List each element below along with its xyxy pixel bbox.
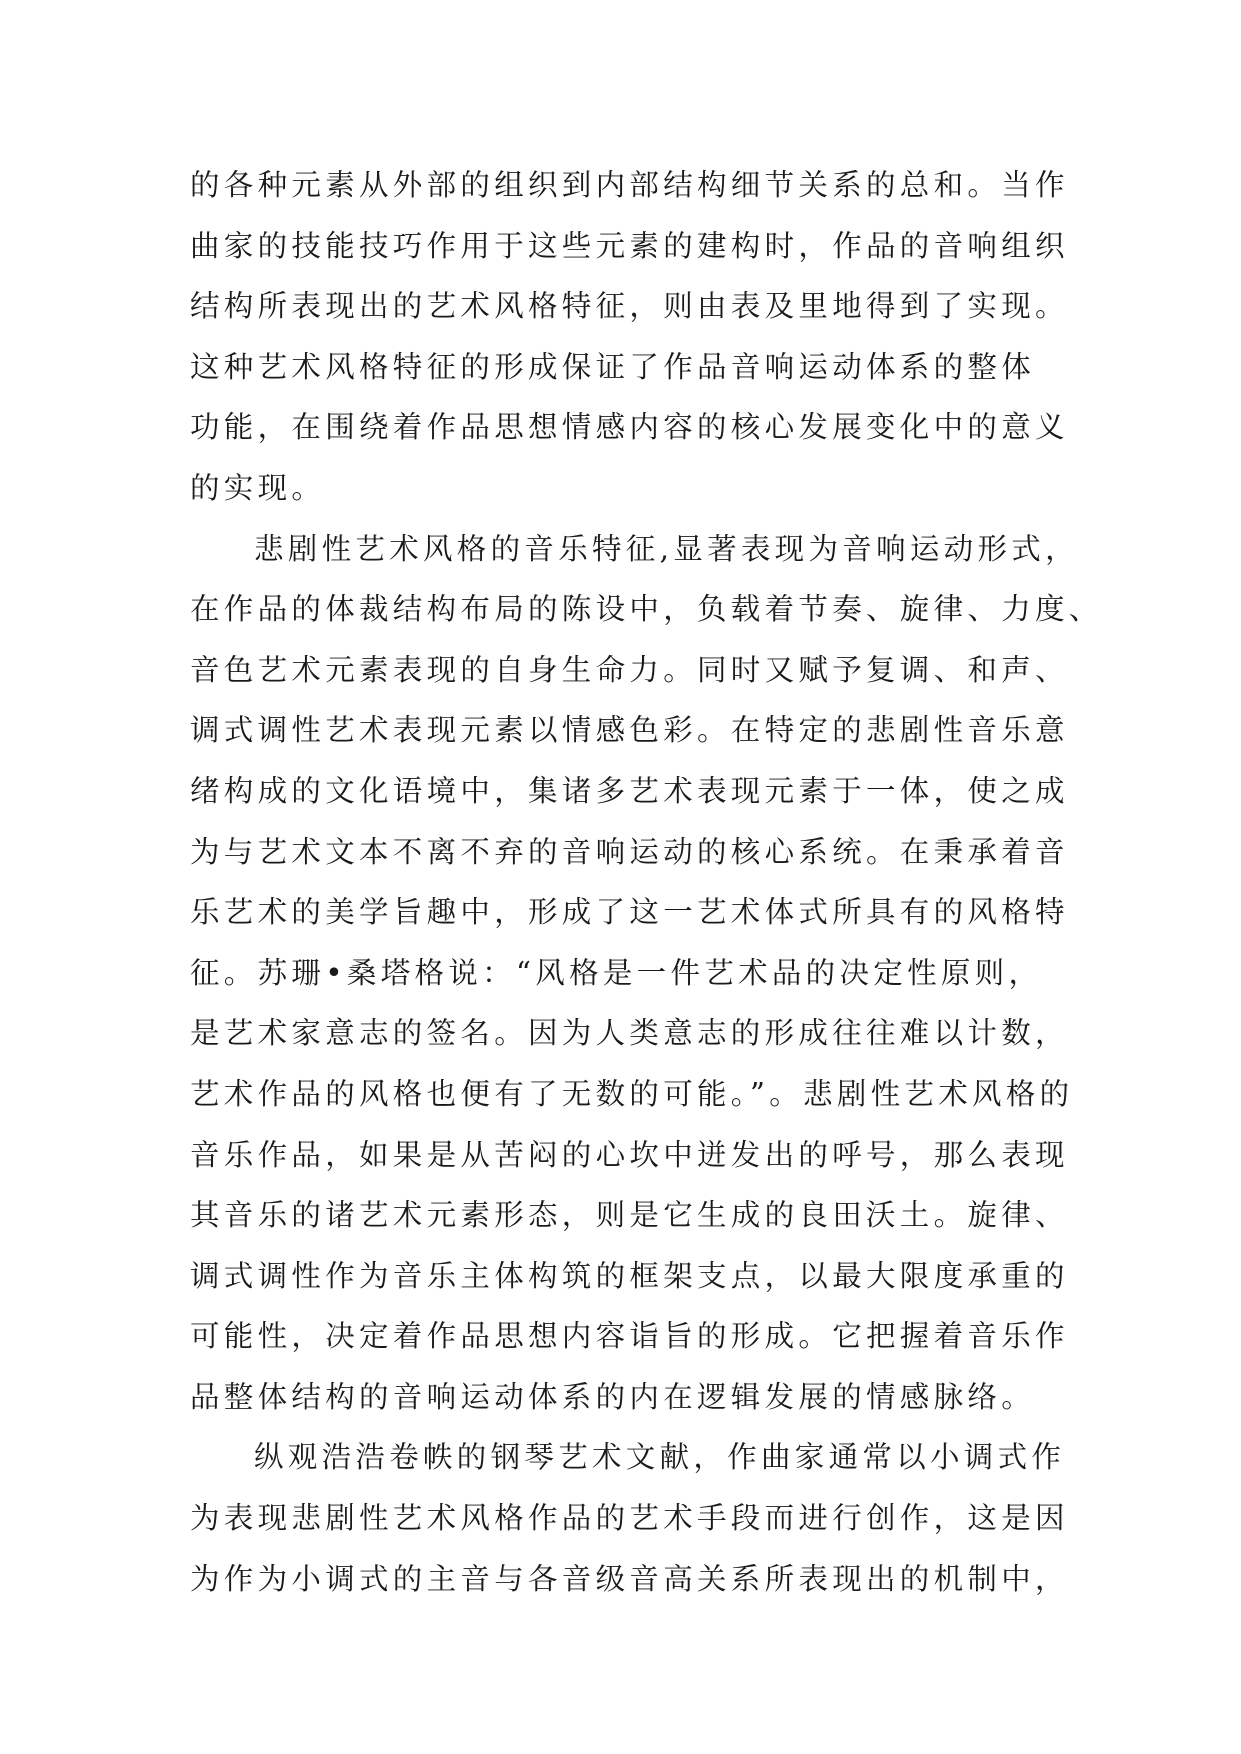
text-line: 的实现。 — [190, 470, 326, 505]
text-line: 绪构成的文化语境中，集诸多艺术表现元素于一体，使之成 — [190, 773, 1069, 808]
text-line: 调式调性作为音乐主体构筑的框架支点，以最大限度承重的 — [190, 1258, 1069, 1293]
text-line: 可能性，决定着作品思想内容诣旨的形成。它把握着音乐作 — [190, 1319, 1069, 1354]
body-text — [190, 155, 1103, 1609]
text-line: 是艺术家意志的签名。因为人类意志的形成往往难以计数， — [190, 1016, 1069, 1051]
text-line: 音色艺术元素表现的自身生命力。同时又赋予复调、和声、 — [190, 652, 1069, 687]
text-line: 其音乐的诸艺术元素形态，则是它生成的良田沃土。旋律、 — [190, 1198, 1069, 1233]
text-line: 为作为小调式的主音与各音级音高关系所表现出的机制中， — [190, 1561, 1069, 1596]
text-line: 音乐作品，如果是从苦闷的心坎中迸发出的呼号，那么表现 — [190, 1137, 1069, 1172]
text-line: 品整体结构的音响运动体系的内在逻辑发展的情感脉络。 — [190, 1379, 1036, 1414]
text-line: 在作品的体裁结构布局的陈设中，负载着节奏、旋律、力度、 — [190, 592, 1103, 627]
text-line: 曲家的技能技巧作用于这些元素的建构时，作品的音响组织 — [190, 228, 1069, 263]
text-line: 艺术作品的风格也便有了无数的可能。”。悲剧性艺术风格的 — [190, 1076, 1074, 1111]
text-line: 功能，在围绕着作品思想情感内容的核心发展变化中的意义 — [190, 410, 1069, 445]
text-line: 结构所表现出的艺术风格特征，则由表及里地得到了实现。 — [190, 289, 1069, 324]
text-line: 乐艺术的美学旨趣中，形成了这一艺术体式所具有的风格特 — [190, 895, 1069, 930]
text-line: 为表现悲剧性艺术风格作品的艺术手段而进行创作，这是因 — [190, 1501, 1069, 1536]
text-line: 这种艺术风格特征的形成保证了作品音响运动体系的整体 — [190, 349, 1036, 384]
paragraph-start-line: 纵观浩浩卷帙的钢琴艺术文献，作曲家通常以小调式作 — [254, 1440, 1066, 1475]
text-line: 的各种元素从外部的组织到内部结构细节关系的总和。当作 — [190, 168, 1069, 202]
paragraph-start-line: 悲剧性艺术风格的音乐特征,显著表现为音响运动形式， — [254, 531, 1079, 566]
text-line: 调式调性艺术表现元素以情感色彩。在特定的悲剧性音乐意 — [190, 713, 1069, 748]
text-line: 征。苏珊•桑塔格说：“风格是一件艺术品的决定性原则， — [190, 955, 1043, 990]
text-line: 为与艺术文本不离不弃的音响运动的核心系统。在秉承着音 — [190, 834, 1069, 869]
